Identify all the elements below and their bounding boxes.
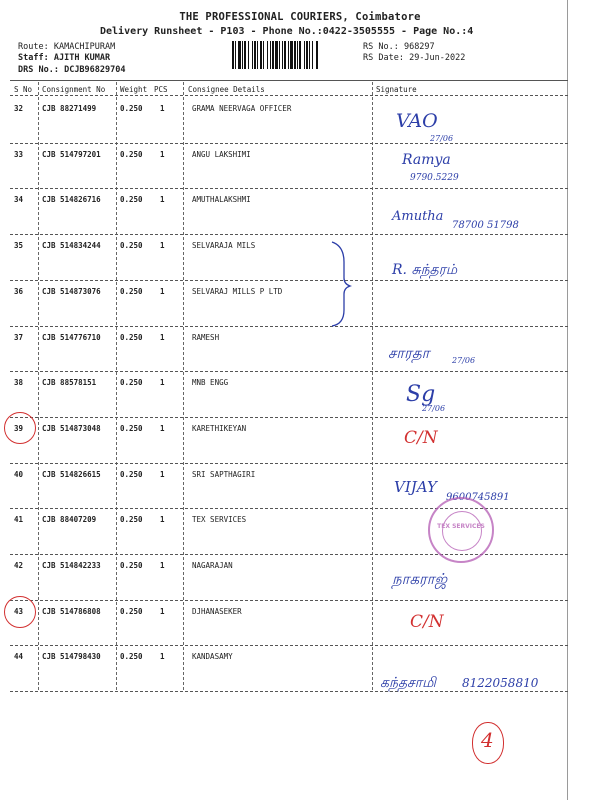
staff-value: AJITH KUMAR bbox=[53, 53, 111, 63]
row-consignee: MNB ENGG bbox=[192, 378, 229, 388]
row-pcs: 1 bbox=[160, 652, 165, 662]
row-sno: 33 bbox=[14, 149, 24, 159]
signature-44: கந்தசாமி bbox=[380, 675, 436, 691]
row-consignment: CJB 514826615 bbox=[42, 469, 101, 479]
row-consignee: GRAMA NEERVAGA OFFICER bbox=[192, 104, 292, 113]
row-consignment: CJB 514873048 bbox=[42, 423, 101, 433]
row-weight: 0.250 bbox=[120, 606, 143, 616]
row-consignment: CJB 514776710 bbox=[42, 332, 101, 342]
row-weight: 0.250 bbox=[120, 149, 143, 159]
signature-43-cn: C/N bbox=[410, 612, 444, 632]
signature-33: Ramya bbox=[402, 152, 451, 168]
row-divider bbox=[10, 645, 568, 646]
signature-32: VAO bbox=[396, 110, 438, 132]
route-line bbox=[18, 42, 115, 52]
row-consignment: CJB 514834244 bbox=[42, 241, 101, 251]
row-consignee: SRI SAPTHAGIRI bbox=[192, 469, 256, 479]
red-circle-row-43 bbox=[4, 596, 36, 628]
row-weight: 0.250 bbox=[120, 195, 143, 205]
rs-date-value: 29-Jun-2022 bbox=[409, 53, 466, 63]
header-rule-top bbox=[10, 80, 568, 81]
red-circle-row-39 bbox=[4, 412, 36, 444]
row-pcs: 1 bbox=[160, 286, 165, 296]
row-pcs: 1 bbox=[160, 241, 165, 251]
row-sno: 38 bbox=[14, 378, 24, 388]
red-page-mark: 4 bbox=[481, 728, 494, 752]
row-sno: 43 bbox=[14, 606, 24, 616]
row-consignment: CJB 514786808 bbox=[42, 606, 101, 616]
row-sno: 37 bbox=[14, 332, 24, 342]
row-weight: 0.250 bbox=[120, 378, 143, 388]
col-sno: S No bbox=[14, 85, 33, 94]
signature-34: Amutha bbox=[392, 209, 444, 224]
row-weight: 0.250 bbox=[120, 332, 143, 342]
row-weight: 0.250 bbox=[120, 652, 143, 662]
col-consignee: Consignee Details bbox=[188, 85, 265, 94]
signature-42: நாகராஜ் bbox=[392, 570, 448, 588]
row-sno: 41 bbox=[14, 515, 24, 525]
row-pcs: 1 bbox=[160, 104, 165, 113]
row-sno: 39 bbox=[14, 423, 24, 433]
company-title: THE PROFESSIONAL COURIERS, Coimbatore bbox=[179, 11, 421, 23]
signature-44-phone: 8122058810 bbox=[462, 676, 539, 690]
signature-36: R. சுந்தரம் bbox=[392, 262, 458, 278]
row-consignee: ANGU LAKSHIMI bbox=[192, 149, 251, 159]
stamp-inner-ring bbox=[442, 511, 482, 551]
row-pcs: 1 bbox=[160, 332, 165, 342]
route-label: Route: bbox=[18, 42, 49, 52]
stamp-text: TEX SERVICES bbox=[437, 523, 485, 530]
row-consignee: SELVARAJ MILLS P LTD bbox=[192, 286, 283, 296]
row-divider bbox=[10, 280, 568, 281]
signature-37: சாரதா bbox=[388, 344, 430, 362]
row-weight: 0.250 bbox=[120, 104, 143, 113]
col-signature: Signature bbox=[376, 85, 417, 94]
row-consignee: AMUTHALAKSHMI bbox=[192, 195, 251, 205]
row-pcs: 1 bbox=[160, 606, 165, 616]
row-sno: 44 bbox=[14, 652, 24, 662]
row-pcs: 1 bbox=[160, 515, 165, 525]
signature-40: VIJAY bbox=[394, 478, 437, 496]
drs-label: DRS No.: bbox=[18, 65, 59, 75]
row-sno: 35 bbox=[14, 241, 24, 251]
rs-date-line bbox=[363, 53, 465, 63]
col-weight: Weight bbox=[120, 85, 148, 94]
rs-no-label: RS No.: bbox=[363, 42, 399, 52]
route-value: KAMACHIPURAM bbox=[53, 42, 116, 52]
row-pcs: 1 bbox=[160, 469, 165, 479]
row-divider bbox=[10, 417, 568, 418]
row-consignee: KANDASAMY bbox=[192, 652, 233, 662]
row-consignee: RAMESH bbox=[192, 332, 220, 342]
row-weight: 0.250 bbox=[120, 561, 143, 570]
drs-line bbox=[18, 65, 126, 75]
row-divider bbox=[10, 188, 568, 189]
col-pcs: PCS bbox=[154, 85, 168, 94]
barcode-bar bbox=[318, 41, 319, 69]
runsheet-subtitle: Delivery Runsheet - P103 - Phone No.:0422-3505555 - Page No.:4 bbox=[100, 26, 474, 37]
row-weight: 0.250 bbox=[120, 515, 143, 525]
row-consignment: CJB 514842233 bbox=[42, 561, 101, 570]
row-divider bbox=[10, 143, 568, 144]
signature-33-phone: 9790.5229 bbox=[410, 173, 459, 183]
row-weight: 0.250 bbox=[120, 286, 143, 296]
row-consignment: CJB 514873076 bbox=[42, 286, 101, 296]
row-consignee: TEX SERVICES bbox=[192, 515, 247, 525]
row-divider bbox=[10, 463, 568, 464]
row-divider bbox=[10, 234, 568, 235]
row-consignment: CJB 514826716 bbox=[42, 195, 101, 205]
drs-value: DCJB96829704 bbox=[64, 65, 126, 75]
row-consignee: SELVARAJA MILS bbox=[192, 241, 256, 251]
row-pcs: 1 bbox=[160, 423, 165, 433]
staff-line bbox=[18, 53, 110, 63]
row-weight: 0.250 bbox=[120, 241, 143, 251]
rs-date-label: RS Date: bbox=[363, 53, 404, 63]
row-consignee: NAGARAJAN bbox=[192, 561, 233, 570]
signature-38: Sg bbox=[406, 382, 436, 407]
row-consignment: CJB 88578151 bbox=[42, 378, 97, 388]
signature-37-date: 27/06 bbox=[452, 356, 476, 365]
row-consignment: CJB 88407209 bbox=[42, 515, 97, 525]
page-edge-line bbox=[567, 0, 568, 800]
row-weight: 0.250 bbox=[120, 469, 143, 479]
row-divider bbox=[10, 691, 568, 692]
signature-39-cn: C/N bbox=[404, 428, 438, 448]
header-rule-bottom bbox=[10, 95, 568, 96]
company-stamp bbox=[428, 497, 494, 563]
row-consignee: DJHANASEKER bbox=[192, 606, 242, 616]
row-divider bbox=[10, 326, 568, 327]
signature-38-date: 27/06 bbox=[422, 404, 446, 413]
row-pcs: 1 bbox=[160, 561, 165, 570]
signature-40-phone: 9600745891 bbox=[446, 492, 510, 503]
rs-no-value: 968297 bbox=[403, 42, 435, 52]
row-consignment: CJB 514798430 bbox=[42, 652, 101, 662]
row-sno: 40 bbox=[14, 469, 24, 479]
staff-label: Staff: bbox=[18, 53, 49, 63]
row-divider bbox=[10, 371, 568, 372]
signature-32-date: 27/06 bbox=[430, 134, 454, 143]
row-sno: 32 bbox=[14, 104, 24, 113]
row-sno: 34 bbox=[14, 195, 24, 205]
row-weight: 0.250 bbox=[120, 423, 143, 433]
row-pcs: 1 bbox=[160, 149, 165, 159]
rs-no-line bbox=[363, 42, 435, 52]
row-sno: 42 bbox=[14, 561, 24, 570]
row-divider bbox=[10, 600, 568, 601]
row-pcs: 1 bbox=[160, 378, 165, 388]
bracket-rows-35-36 bbox=[330, 240, 352, 328]
col-consignment: Consignment No bbox=[42, 85, 106, 94]
row-pcs: 1 bbox=[160, 195, 165, 205]
row-sno: 36 bbox=[14, 286, 24, 296]
row-consignment: CJB 514797201 bbox=[42, 149, 101, 159]
signature-34-phone: 78700 51798 bbox=[452, 220, 519, 231]
row-consignee: KARETHIKEYAN bbox=[192, 423, 247, 433]
barcode bbox=[232, 41, 354, 69]
row-consignment: CJB 88271499 bbox=[42, 104, 97, 113]
row-divider bbox=[10, 554, 568, 555]
